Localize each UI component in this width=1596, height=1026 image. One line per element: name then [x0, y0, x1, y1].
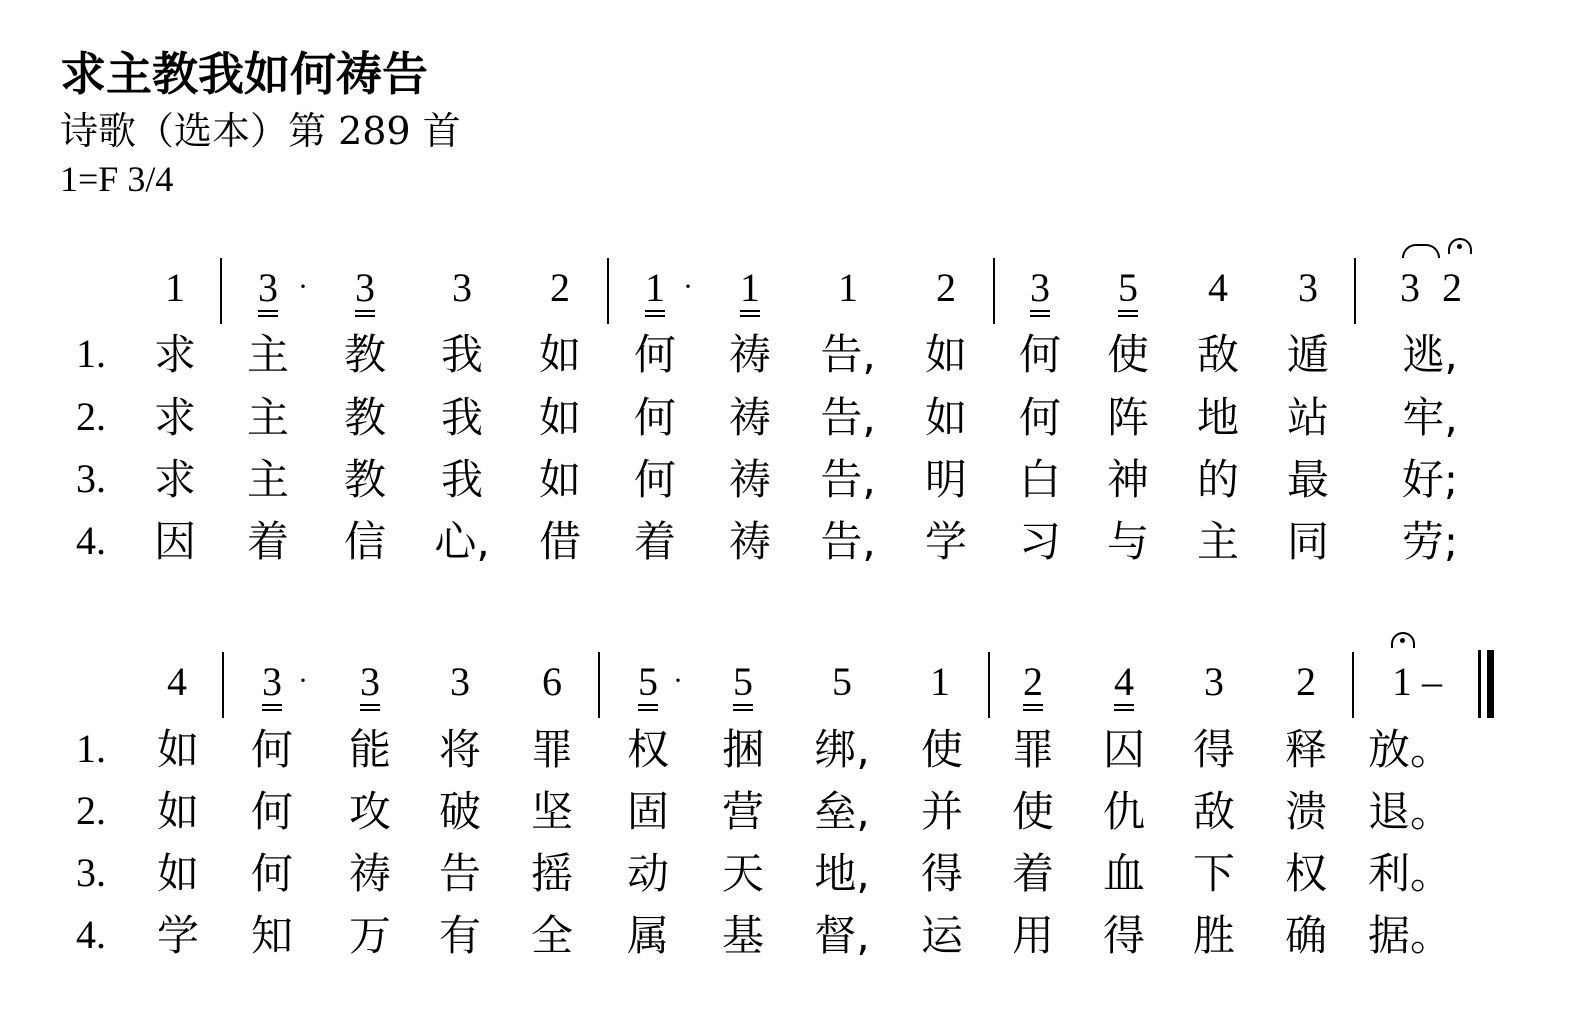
lyric-syllable: 何 — [633, 393, 677, 442]
verse-number: 3. — [76, 850, 106, 895]
lyric-syllable: 何 — [1018, 393, 1062, 442]
melody-note: 3 — [452, 265, 472, 310]
lyric-syllable: 使 — [1011, 787, 1055, 836]
lyric-syllable: 我 — [440, 455, 484, 504]
lyric-syllable: 信 — [343, 517, 387, 566]
lyric-syllable: 权 — [626, 725, 670, 774]
lyric-syllable: 得 — [920, 849, 964, 898]
lyric-syllable: 主 — [246, 330, 290, 379]
lyric-syllable: 破 — [438, 787, 482, 836]
lyric-syllable: 敌 — [1196, 330, 1240, 379]
lyric-syllable: 利。 — [1367, 849, 1453, 898]
lyric-syllable: 罪 — [530, 725, 574, 774]
dotted-note-dot: · — [298, 270, 308, 303]
tie-arc — [1402, 244, 1440, 258]
bar-line — [993, 258, 995, 324]
lyric-syllable: 用 — [1011, 911, 1055, 960]
lyric-syllable: 有 — [438, 911, 482, 960]
melody-note: 1 — [645, 265, 665, 310]
lyric-syllable: 确 — [1284, 911, 1328, 960]
lyric-syllable: 何 — [1018, 330, 1062, 379]
melody-note: 1 — [838, 265, 858, 310]
bar-line — [988, 652, 990, 718]
lyric-syllable: 告, — [820, 393, 876, 442]
lyric-syllable: 如 — [538, 330, 582, 379]
lyric-syllable: 胜 — [1192, 911, 1236, 960]
lyric-syllable: 同 — [1286, 517, 1330, 566]
bar-line — [1352, 652, 1354, 718]
lyric-syllable: 基 — [721, 911, 765, 960]
dotted-note-dot: · — [298, 664, 308, 697]
lyric-syllable: 如 — [538, 393, 582, 442]
lyric-syllable: 求 — [153, 330, 197, 379]
lyric-syllable: 祷 — [728, 330, 772, 379]
lyric-syllable: 动 — [626, 849, 670, 898]
final-barline-thick — [1487, 650, 1494, 718]
lyric-syllable: 下 — [1192, 849, 1236, 898]
lyric-syllable: 地 — [1196, 393, 1240, 442]
lyric-syllable: 退。 — [1367, 787, 1453, 836]
bar-line — [607, 258, 609, 324]
lyric-syllable: 与 — [1106, 517, 1150, 566]
dotted-note-dot: · — [683, 270, 693, 303]
lyric-syllable: 知 — [250, 911, 294, 960]
lyric-syllable: 教 — [343, 330, 387, 379]
verse-number: 2. — [76, 394, 106, 439]
lyric-syllable: 敌 — [1192, 787, 1236, 836]
lyric-syllable: 万 — [348, 911, 392, 960]
lyric-syllable: 祷 — [728, 393, 772, 442]
melody-note: 3 — [1030, 265, 1050, 310]
melody-note: 1 — [165, 265, 185, 310]
lyric-syllable: 血 — [1102, 849, 1146, 898]
lyric-syllable: 全 — [530, 911, 574, 960]
lyric-syllable: 阵 — [1106, 393, 1150, 442]
lyric-syllable: 我 — [440, 330, 484, 379]
lyric-syllable: 我 — [440, 393, 484, 442]
key-signature: 1=F 3/4 — [60, 159, 174, 199]
lyric-syllable: 明 — [924, 455, 968, 504]
melody-note: 2 — [1023, 659, 1043, 704]
lyric-syllable: 使 — [1106, 330, 1150, 379]
lyric-syllable: 借 — [538, 517, 582, 566]
lyric-syllable: 的 — [1196, 455, 1240, 504]
lyric-syllable: 如 — [924, 393, 968, 442]
lyric-syllable: 心, — [434, 517, 490, 566]
lyric-syllable: 祷 — [348, 849, 392, 898]
fermata-mark — [1391, 632, 1415, 648]
lyric-syllable: 得 — [1192, 725, 1236, 774]
lyric-syllable: 何 — [250, 849, 294, 898]
lyric-syllable: 固 — [626, 787, 670, 836]
lyric-syllable: 教 — [343, 393, 387, 442]
melody-note: 3 — [450, 659, 470, 704]
lyric-syllable: 如 — [924, 330, 968, 379]
lyric-syllable: 祷 — [728, 517, 772, 566]
lyric-syllable: 摇 — [530, 849, 574, 898]
verse-number: 2. — [76, 788, 106, 833]
melody-note: 3 — [258, 265, 278, 310]
lyric-syllable: 白 — [1018, 455, 1062, 504]
lyric-syllable: 主 — [246, 393, 290, 442]
melody-note: 1 — [740, 265, 760, 310]
melody-note: 4 — [167, 659, 187, 704]
lyric-syllable: 得 — [1102, 911, 1146, 960]
melody-note: 2 — [936, 265, 956, 310]
lyric-syllable: 使 — [920, 725, 964, 774]
lyric-syllable: 何 — [633, 330, 677, 379]
melody-note: 2 — [550, 265, 570, 310]
lyric-syllable: 捆 — [721, 725, 765, 774]
sustain-dash: – — [1422, 659, 1442, 704]
lyric-syllable: 如 — [156, 849, 200, 898]
bar-line — [598, 652, 600, 718]
lyric-syllable: 着 — [246, 517, 290, 566]
fermata-mark — [1448, 238, 1472, 254]
melody-note: 1 — [1392, 659, 1412, 704]
lyric-syllable: 督, — [814, 911, 870, 960]
lyric-syllable: 天 — [721, 849, 765, 898]
melody-note: 4 — [1208, 265, 1228, 310]
lyric-syllable: 属 — [626, 911, 670, 960]
lyric-syllable: 绑, — [814, 725, 870, 774]
lyric-syllable: 遁 — [1286, 330, 1330, 379]
lyric-syllable: 牢, — [1402, 393, 1458, 442]
verse-number: 1. — [76, 331, 106, 376]
melody-note: 3 — [1298, 265, 1318, 310]
lyric-syllable: 何 — [633, 455, 677, 504]
lyric-syllable: 祷 — [728, 455, 772, 504]
lyric-syllable: 何 — [250, 787, 294, 836]
verse-number: 1. — [76, 726, 106, 771]
lyric-syllable: 告, — [820, 517, 876, 566]
lyric-syllable: 站 — [1286, 393, 1330, 442]
lyric-syllable: 将 — [438, 725, 482, 774]
lyric-syllable: 如 — [156, 725, 200, 774]
lyric-syllable: 地, — [814, 849, 870, 898]
lyric-syllable: 运 — [920, 911, 964, 960]
lyric-syllable: 放。 — [1367, 725, 1453, 774]
melody-note: 3 — [1400, 265, 1420, 310]
melody-note: 5 — [832, 659, 852, 704]
verse-number: 3. — [76, 456, 106, 501]
lyric-syllable: 罪 — [1011, 725, 1055, 774]
lyric-syllable: 教 — [343, 455, 387, 504]
melody-note: 6 — [542, 659, 562, 704]
lyric-syllable: 习 — [1018, 517, 1062, 566]
lyric-syllable: 如 — [538, 455, 582, 504]
hymn-title: 求主教我如何祷告 — [60, 47, 428, 101]
verse-number: 4. — [76, 518, 106, 563]
lyric-syllable: 学 — [924, 517, 968, 566]
lyric-syllable: 劳; — [1401, 517, 1459, 566]
lyric-syllable: 据。 — [1367, 911, 1453, 960]
hymn-subtitle: 诗歌（选本）第 289 首 — [60, 109, 461, 153]
melody-note: 2 — [1296, 659, 1316, 704]
lyric-syllable: 告, — [820, 455, 876, 504]
melody-note: 5 — [733, 659, 753, 704]
lyric-syllable: 垒, — [814, 787, 870, 836]
bar-line — [1354, 258, 1356, 324]
lyric-syllable: 攻 — [348, 787, 392, 836]
melody-note: 3 — [1204, 659, 1224, 704]
lyric-syllable: 溃 — [1284, 787, 1328, 836]
lyric-syllable: 学 — [156, 911, 200, 960]
lyric-syllable: 着 — [633, 517, 677, 566]
lyric-syllable: 仇 — [1102, 787, 1146, 836]
lyric-syllable: 最 — [1286, 455, 1330, 504]
lyric-syllable: 告 — [438, 849, 482, 898]
lyric-syllable: 告, — [820, 330, 876, 379]
lyric-syllable: 囚 — [1102, 725, 1146, 774]
melody-note: 3 — [355, 265, 375, 310]
lyric-syllable: 主 — [1196, 517, 1240, 566]
melody-note: 5 — [638, 659, 658, 704]
lyric-syllable: 好; — [1401, 455, 1459, 504]
dotted-note-dot: · — [673, 664, 683, 697]
lyric-syllable: 何 — [250, 725, 294, 774]
verse-number: 4. — [76, 912, 106, 957]
lyric-syllable: 求 — [153, 393, 197, 442]
melody-note: 3 — [360, 659, 380, 704]
lyric-syllable: 释 — [1284, 725, 1328, 774]
lyric-syllable: 因 — [153, 517, 197, 566]
melody-note: 1 — [930, 659, 950, 704]
lyric-syllable: 能 — [348, 725, 392, 774]
lyric-syllable: 逃, — [1402, 330, 1458, 379]
lyric-syllable: 营 — [721, 787, 765, 836]
lyric-syllable: 并 — [920, 787, 964, 836]
lyric-syllable: 求 — [153, 455, 197, 504]
melody-note: 4 — [1114, 659, 1134, 704]
bar-line — [220, 258, 222, 324]
lyric-syllable: 权 — [1284, 849, 1328, 898]
melody-note: 5 — [1118, 265, 1138, 310]
melody-note: 3 — [262, 659, 282, 704]
final-barline-thin — [1478, 650, 1481, 718]
lyric-syllable: 主 — [246, 455, 290, 504]
lyric-syllable: 神 — [1106, 455, 1150, 504]
melody-note: 2 — [1442, 265, 1462, 310]
lyric-syllable: 着 — [1011, 849, 1055, 898]
lyric-syllable: 如 — [156, 787, 200, 836]
lyric-syllable: 坚 — [530, 787, 574, 836]
bar-line — [222, 652, 224, 718]
